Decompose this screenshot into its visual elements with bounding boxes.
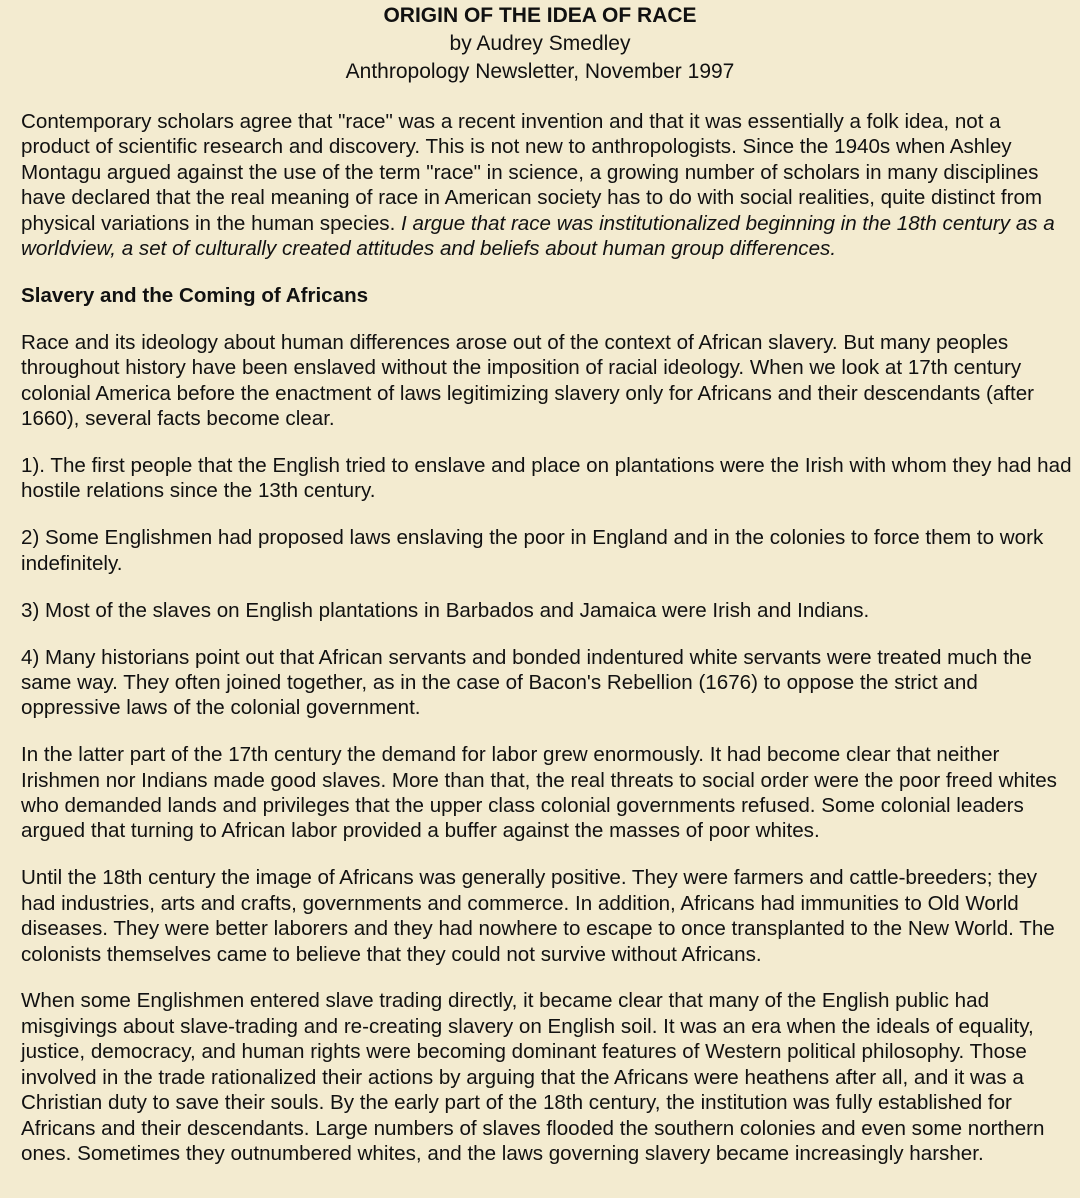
paragraph-image-of-africans: Until the 18th century the image of Africans was generally positive. They were farmers and cattle-breeders; they had industries, arts and crafts, governments and commerce. In addition, Africans had immunities to Old World diseases. They were better laborers and they had nowhere to escape to once transplanted to the New World. The colonists themselves came to believe that they could not survive without Africans. bbox=[21, 866, 1055, 966]
article-source: Anthropology Newsletter, November 1997 bbox=[345, 60, 735, 83]
article-byline: by Audrey Smedley bbox=[449, 32, 631, 55]
paragraph-fact-1: 1). The first people that the English tried to enslave and place on plantations were the Irish with whom they had had hostile relations since the 13th century. bbox=[21, 453, 1072, 503]
paragraph-fact-3: 3) Most of the slaves on English plantations in Barbados and Jamaica were Irish and Indians. bbox=[21, 598, 870, 622]
intro-paragraph bbox=[21, 109, 1074, 261]
article-title: ORIGIN OF THE IDEA OF RACE bbox=[383, 4, 697, 27]
section-heading: Slavery and the Coming of Africans bbox=[21, 283, 369, 307]
intro-italic-text: I argue that race was institutionalized beginning in the 18th century as a worldview, a set of culturally created attitudes and beliefs about human group differences. bbox=[21, 211, 1055, 261]
intro-text: Contemporary scholars agree that "race" was a recent invention and that it was essentially a folk idea, not a product of scientific research and discovery. This is not new to anthropologists. Since the 1940s when Ashley Montagu argued against the use of the term "race" in science, a growing number of scholars in many disciplines have declared that the real meaning of race in American society has to do with social realities, quite distinct from physical variations in the human species. bbox=[21, 110, 1043, 235]
paragraph-fact-4: 4) Many historians point out that African servants and bonded indentured white servants were treated much the same way. They often joined together, as in the case of Bacon's Rebellion (1676) to oppose the strict and oppressive laws of the colonial government. bbox=[21, 645, 1032, 720]
paragraph-labor-demand: In the latter part of the 17th century the demand for labor grew enormously. It had become clear that neither Irishmen nor Indians made good slaves. More than that, the real threats to social order were the poor freed whites who demanded lands and privileges that the upper class colonial governments refused. Some colonial leaders argued that turning to African labor provided a buffer against the masses of poor whites. bbox=[21, 743, 1057, 843]
paragraph-context: Race and its ideology about human differences arose out of the context of African slavery. But many peoples throughout history have been enslaved without the imposition of racial ideology. When we look at 17th century colonial America before the enactment of laws legitimizing slavery only for Africans and their descendants (after 1660), several facts become clear. bbox=[21, 330, 1035, 431]
paragraph-fact-2: 2) Some Englishmen had proposed laws enslaving the poor in England and in the colonies to force them to work indefinitely. bbox=[21, 526, 1044, 575]
article-header bbox=[0, 2, 1080, 86]
paragraph-slave-trading: When some Englishmen entered slave trading directly, it became clear that many of the English public had misgivings about slave-trading and re-creating slavery on English soil. It was an era when the ideals of equality, justice, democracy, and human rights were becoming dominant features of Western political philosophy. Those involved in the trade rationalized their actions by arguing that the Africans were heathens after all, and it was a Christian duty to save their souls. By the early part of the 18th century, the institution was fully established for Africans and their descendants. Large numbers of slaves flooded the southern colonies and even some northern ones. Sometimes they outnumbered whites, and the laws governing slavery became increasingly harsher. bbox=[21, 989, 1045, 1165]
article-body bbox=[21, 109, 1074, 1166]
